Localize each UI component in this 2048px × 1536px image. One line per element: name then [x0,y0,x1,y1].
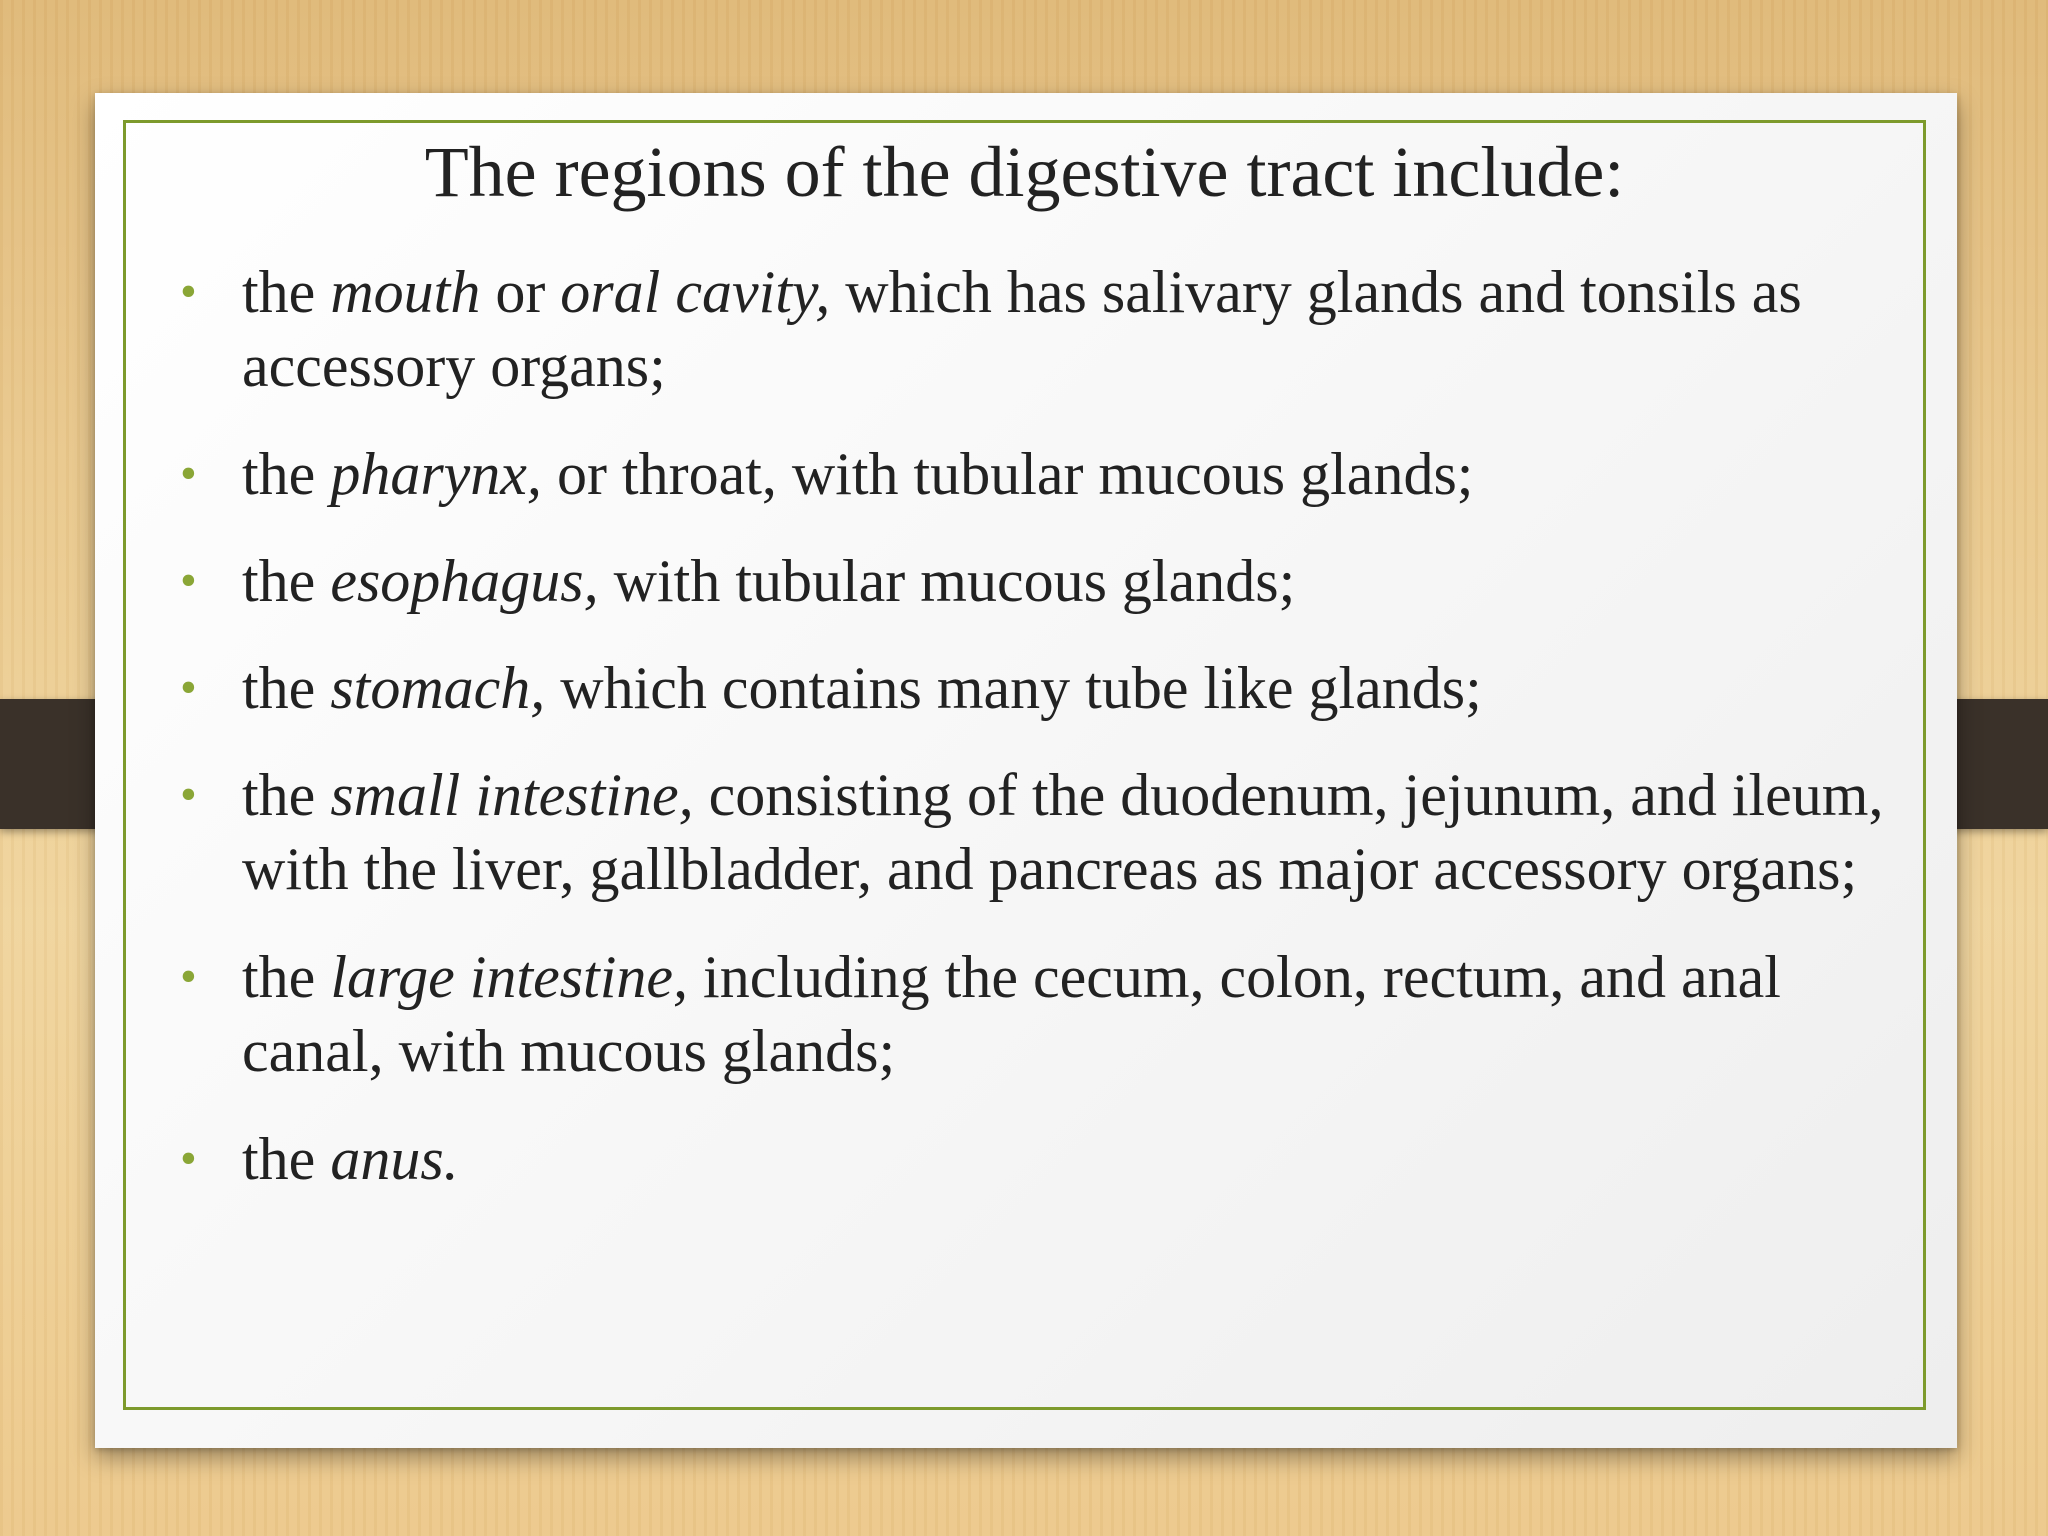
bullet-dot-icon: • [180,1132,197,1185]
item-term: large intestine, [330,944,689,1010]
item-term: pharynx, [330,441,542,507]
item-text: with tubular mucous glands; [598,548,1296,614]
item-text: which contains many tube like glands; [545,655,1482,721]
bullet-dot-icon: • [180,265,197,318]
slide-title: The regions of the digestive tract include: [424,132,1625,212]
item-text: or throat, with tubular mucous glands; [541,441,1474,507]
item-text: the [242,441,331,507]
item-term: small intestine, [330,762,694,828]
list-item-pharynx [170,437,1910,511]
item-text: which has salivary glands and tonsils as accessory organs; [242,259,1802,399]
list-item-stomach [170,651,1910,725]
item-term: mouth [330,259,481,325]
bullet-dot-icon: • [180,554,197,607]
item-term: anus. [330,1126,459,1192]
item-text: or [480,259,561,325]
list-item-esophagus [170,544,1910,618]
bullet-dot-icon: • [180,447,197,500]
bullet-dot-icon: • [180,661,197,714]
item-text: the [242,259,331,325]
list-item-small-intestine [170,758,1910,906]
item-text: the [242,548,331,614]
bullet-list [170,255,1910,1196]
bullet-dot-icon: • [180,950,197,1003]
bullet-dot-icon: • [180,768,197,821]
list-item-mouth [170,255,1910,403]
item-term: esophagus, [330,548,599,614]
item-text: the [242,655,331,721]
item-text: consisting of the duodenum, jejunum, and ileum, with the liver, gallbladder, and pancreas as major accessory organs; [242,762,1884,902]
list-item-large-intestine [170,940,1910,1088]
item-text: including the cecum, colon, rectum, and anal canal, with mucous glands; [242,944,1781,1084]
list-item-anus [170,1122,1910,1196]
item-term: stomach, [330,655,546,721]
item-text: the [242,944,331,1010]
item-term: oral cavity, [560,259,831,325]
item-text: the [242,762,331,828]
item-text: the [242,1126,331,1192]
